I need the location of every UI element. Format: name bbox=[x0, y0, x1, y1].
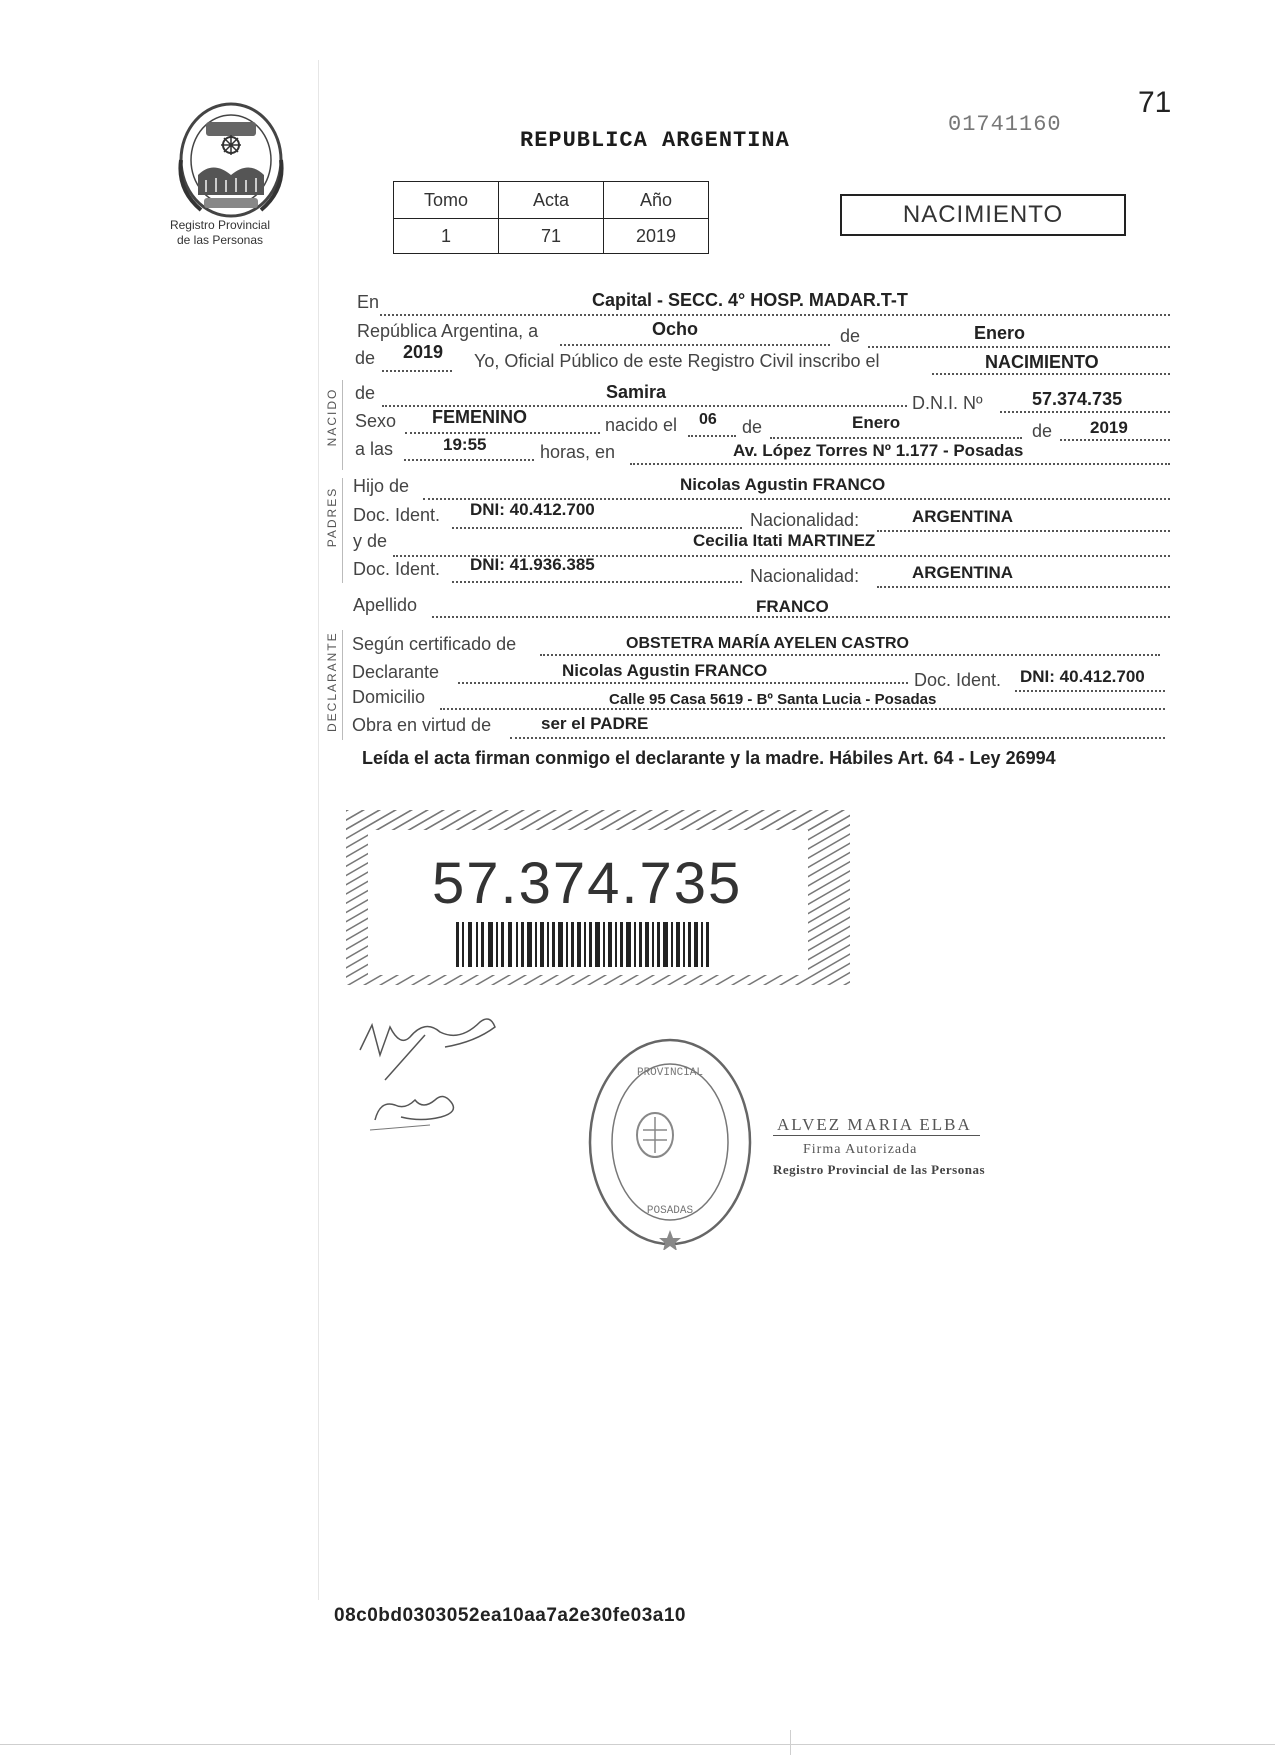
padre-name: Nicolas Agustin FRANCO bbox=[680, 475, 886, 494]
tomo-acta-anio-table bbox=[393, 181, 709, 254]
padres-side-label: PADRES bbox=[325, 486, 339, 548]
authorized-name: ALVEZ MARIA ELBA bbox=[773, 1115, 980, 1136]
table-header-acta: Acta bbox=[499, 182, 604, 219]
declarante-doc-label: Doc. Ident. bbox=[914, 670, 1002, 690]
document-hash: 08c0bd0303052ea10aa7a2e30fe03a10 bbox=[334, 1605, 686, 1626]
nacimiento-dots bbox=[932, 373, 1170, 375]
lugar-value: Av. López Torres Nº 1.177 - Posadas bbox=[733, 441, 1024, 460]
document-title: REPUBLICA ARGENTINA bbox=[520, 128, 790, 153]
republica-month-dots bbox=[868, 346, 1170, 348]
y-de-label: y de bbox=[353, 531, 388, 551]
padre-doc-label: Doc. Ident. bbox=[353, 505, 441, 525]
en-value: Capital - SECC. 4° HOSP. MADAR.T-T bbox=[592, 290, 908, 310]
table-header-anio: Año bbox=[604, 182, 709, 219]
domicilio-label: Domicilio bbox=[352, 687, 426, 707]
svg-text:PROVINCIAL: PROVINCIAL bbox=[636, 1067, 704, 1079]
authorized-registry: Registro Provincial de las Personas bbox=[773, 1162, 986, 1177]
alas-label: a las bbox=[355, 439, 394, 459]
nacido-de-label: de bbox=[742, 417, 763, 437]
apellido-label: Apellido bbox=[353, 595, 418, 615]
madre-doc-value: DNI: 41.936.385 bbox=[470, 555, 595, 574]
table-value-anio: 2019 bbox=[604, 219, 709, 254]
en-dots bbox=[380, 314, 1170, 316]
declarante-divider bbox=[342, 630, 343, 740]
official-seal-icon bbox=[585, 1035, 755, 1250]
nacido-divider bbox=[342, 380, 343, 470]
certificado-dots bbox=[540, 654, 1160, 656]
hora-dots bbox=[404, 459, 534, 461]
registry-line-2: de las Personas bbox=[176, 233, 264, 247]
obra-dots bbox=[510, 737, 1165, 739]
padres-divider bbox=[342, 478, 343, 583]
madre-doc-label: Doc. Ident. bbox=[353, 559, 441, 579]
page-number: 71 bbox=[1138, 86, 1172, 119]
anio-value: 2019 bbox=[1090, 418, 1128, 437]
lugar-dots bbox=[630, 463, 1170, 465]
dni-value: 57.374.735 bbox=[1032, 389, 1123, 409]
padre-doc-dots bbox=[452, 527, 742, 529]
bottom-fold-line bbox=[790, 1730, 791, 1755]
declarante-doc-value: DNI: 40.412.700 bbox=[1020, 667, 1145, 686]
republica-dots bbox=[560, 344, 830, 346]
madre-doc-dots bbox=[452, 581, 742, 583]
declarante-label: Declarante bbox=[352, 662, 440, 682]
table-header-tomo: Tomo bbox=[394, 182, 499, 219]
republica-label: República Argentina, a bbox=[357, 321, 539, 341]
misiones-coat-of-arms-icon bbox=[176, 100, 286, 220]
republica-month: Enero bbox=[974, 323, 1026, 343]
handwritten-signatures-icon bbox=[355, 1010, 555, 1150]
registry-line-1: Registro Provincial bbox=[169, 218, 271, 232]
declarante-side-label: DECLARANTE bbox=[325, 631, 339, 732]
dni-box-number: 57.374.735 bbox=[432, 851, 743, 916]
nacido-el-label: nacido el bbox=[605, 415, 678, 435]
table-value-acta: 71 bbox=[499, 219, 604, 254]
hijo-de-label: Hijo de bbox=[353, 476, 410, 496]
republica-day: Ocho bbox=[652, 319, 699, 339]
declarante-doc-dots bbox=[1015, 690, 1165, 692]
horas-en-label: horas, en bbox=[540, 442, 616, 462]
republica-de-label: de bbox=[840, 326, 861, 346]
declarante-dots bbox=[458, 682, 908, 684]
en-label: En bbox=[357, 292, 380, 312]
domicilio-dots bbox=[440, 708, 1165, 710]
serial-number: 01741160 bbox=[948, 112, 1062, 137]
certificado-value: OBSTETRA MARÍA AYELEN CASTRO bbox=[626, 635, 909, 652]
sexo-label: Sexo bbox=[355, 411, 397, 431]
padre-nac-value: ARGENTINA bbox=[912, 507, 1014, 526]
table-value-tomo: 1 bbox=[394, 219, 499, 254]
margin-line bbox=[318, 60, 319, 1600]
mes-dots bbox=[770, 437, 1022, 439]
nombre-value: Samira bbox=[606, 382, 667, 402]
padre-nac-dots bbox=[877, 530, 1170, 532]
svg-text:POSADAS: POSADAS bbox=[646, 1205, 694, 1217]
obra-value: ser el PADRE bbox=[541, 714, 649, 733]
nombre-label: de bbox=[355, 383, 376, 403]
declarante-value: Nicolas Agustin FRANCO bbox=[562, 661, 768, 680]
record-type-box: NACIMIENTO bbox=[840, 194, 1126, 236]
closing-note: Leída el acta firman conmigo el declarante y la madre. Hábiles Art. 64 - Ley 26994 bbox=[362, 748, 1056, 768]
madre-nac-value: ARGENTINA bbox=[912, 563, 1014, 582]
hora-value: 19:55 bbox=[443, 435, 487, 454]
bottom-edge-line bbox=[0, 1744, 1275, 1745]
nacido-de-label-2: de bbox=[1032, 421, 1053, 441]
sexo-dots bbox=[405, 432, 600, 434]
domicilio-value: Calle 95 Casa 5619 - Bº Santa Lucia - Posadas bbox=[609, 691, 937, 708]
dni-label: D.N.I. Nº bbox=[912, 393, 983, 413]
year-line-text: Yo, Oficial Público de este Registro Civil inscribo el bbox=[474, 351, 880, 371]
madre-nac-dots bbox=[877, 586, 1170, 588]
dni-dots bbox=[1000, 411, 1170, 413]
authorized-role: Firma Autorizada bbox=[803, 1142, 918, 1157]
year-value: 2019 bbox=[403, 342, 444, 362]
authorized-signature-block bbox=[773, 1115, 1003, 1178]
anio-dots bbox=[1060, 439, 1170, 441]
dia-dots bbox=[688, 435, 736, 437]
madre-name: Cecilia Itati MARTINEZ bbox=[693, 531, 876, 550]
certificado-label: Según certificado de bbox=[352, 634, 517, 654]
padre-nac-label: Nacionalidad: bbox=[750, 510, 860, 530]
mes-value: Enero bbox=[852, 413, 901, 432]
year-de-label: de bbox=[355, 348, 376, 368]
nacido-side-label: NACIDO bbox=[325, 387, 339, 447]
padre-doc-value: DNI: 40.412.700 bbox=[470, 500, 595, 519]
apellido-value: FRANCO bbox=[756, 597, 829, 616]
sexo-value: FEMENINO bbox=[432, 407, 528, 427]
dia-value: 06 bbox=[699, 411, 717, 428]
year-dots bbox=[382, 370, 452, 372]
inscribe-value: NACIMIENTO bbox=[985, 352, 1099, 372]
madre-nac-label: Nacionalidad: bbox=[750, 566, 860, 586]
obra-label: Obra en virtud de bbox=[352, 715, 492, 735]
registry-caption bbox=[150, 218, 290, 248]
